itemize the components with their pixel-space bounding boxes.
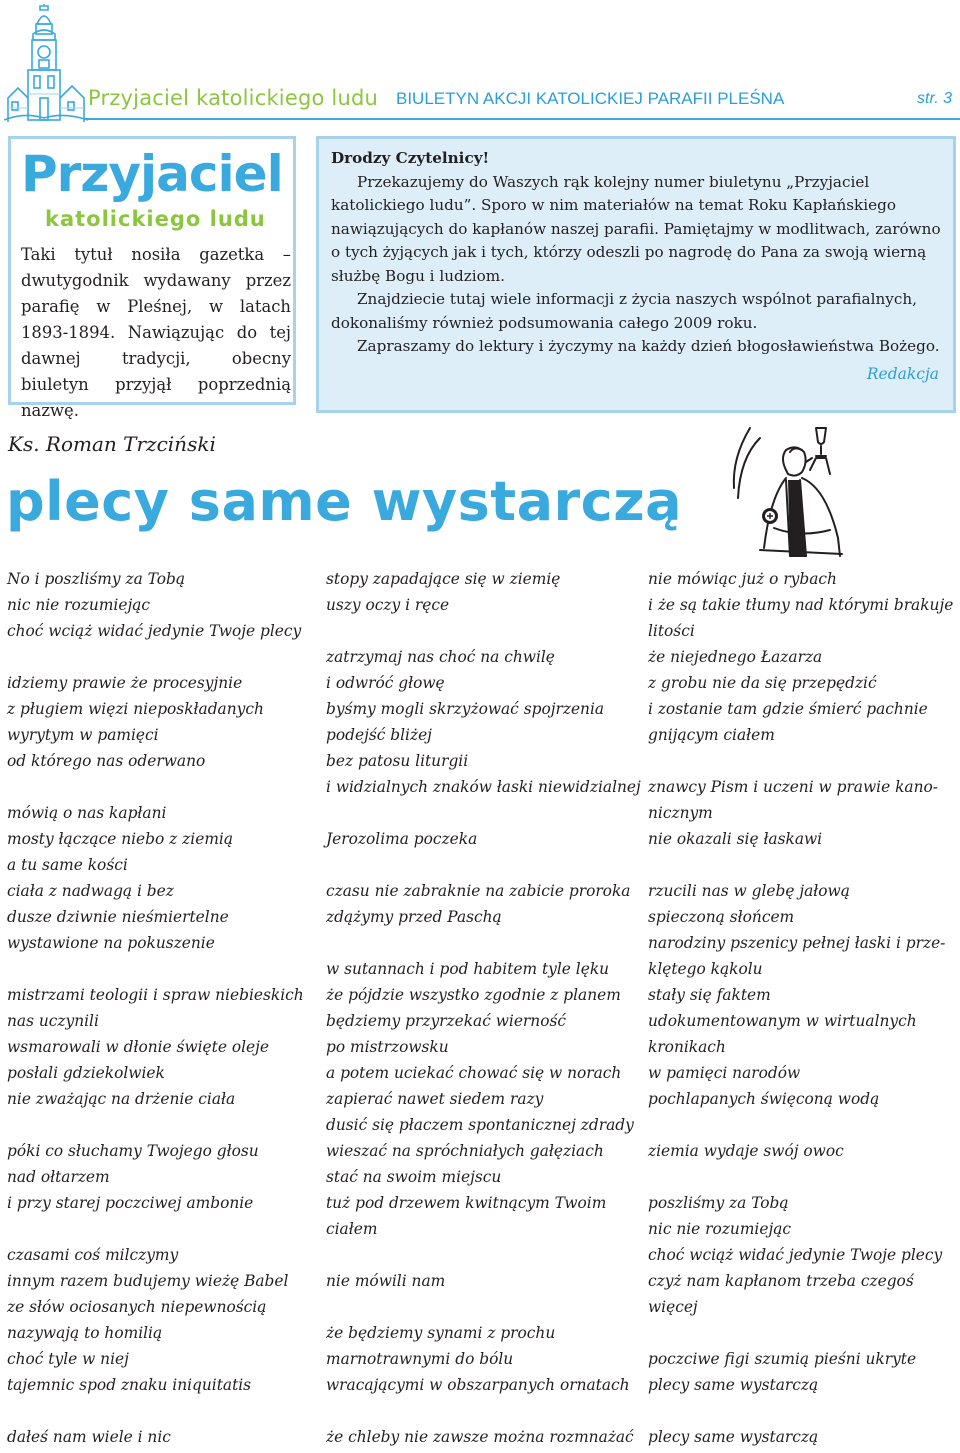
poem-line: zdążymy przed Paschą [326,908,502,926]
poem-column-3 [648,566,954,1450]
poem-column-1 [7,566,307,1450]
poem-line: czasami coś milczymy [7,1246,179,1264]
poem-line: że niejednego Łazarza [648,648,823,666]
poem-line: posłali gdziekolwiek [7,1064,165,1082]
poem-line: choć tyle w niej [7,1350,129,1368]
poem-line: i przy starej poczciwej ambonie [7,1194,254,1212]
poem-line: dusić się płaczem spontanicznej zdrady [326,1116,634,1134]
masthead-info-box [8,136,296,420]
poem-line: rzucili nas w glebę jałową [648,882,850,900]
poem-line: litości [648,622,695,640]
poem-line: choć wciąż widać jedynie Twoje plecy [7,622,302,640]
poem-line: ziemia wydaje swój owoc [648,1142,844,1160]
poem-line: udokumentowanym w wirtualnych [648,1012,917,1030]
poem-line: No i poszliśmy za Tobą [7,570,186,588]
poem-line: że chleby nie zawsze można rozmnażać [326,1428,634,1446]
stanza-break [326,1294,636,1320]
poem-line: stopy zapadające się w ziemię [326,570,561,588]
masthead-logo-subtitle: katolickiego ludu [45,207,266,231]
poem-line: nad ołtarzem [7,1168,110,1186]
article-title: plecy same wystarczą [6,470,683,533]
stanza-break [648,1320,948,1346]
poem-line: że pójdzie wszystko zgodnie z planem [326,986,621,1004]
poem-line: w pamięci narodów [648,1064,801,1082]
stanza-break [7,1216,307,1242]
poem-line: klętego kąkolu [648,960,763,978]
stanza-break [648,748,948,774]
poem-line: kronikach [648,1038,726,1056]
poem-line: plecy same wystarczą [648,1428,819,1446]
stanza-break [7,774,307,800]
poem-line: podejść bliżej [326,726,432,744]
stanza-break [7,644,307,670]
poem-line: że będziemy synami z prochu [326,1324,556,1342]
poem-line: a potem uciekać chować się w norach [326,1064,622,1082]
poem-line: i odwróć głowę [326,674,445,692]
poem-line: poszliśmy za Tobą [648,1194,789,1212]
stanza-break [7,956,307,982]
masthead-description: Taki tytuł nosiła gazetka – dwutygodnik wydawany przez parafię w Pleśnej, w latach 1893-1894. Nawiązując do tej dawnej tradycji, obecny biuletyn przyjął poprzednią nazwę. [21,245,291,420]
church-tower-icon [4,4,88,122]
page-number: str. 3 [917,90,952,107]
stanza-break [326,852,636,878]
priest-with-chalice-icon [730,418,868,560]
stanza-break [326,800,636,826]
poem-line: nic nie rozumiejąc [7,596,151,614]
editorial-paragraph: Przekazujemy do Waszych rąk kolejny numer biuletynu „Przyjaciel katolickiego ludu”. Sporo w nim materiałów na temat Roku Kapłańskiego nawiązujących do kapłanów naszej parafii. Pamiętajmy w modlitwach, zarówno o tych żyjących jak i tych, którzy odeszli po nagrodę do Pana za swoją wierną służbę Bogu i ludziom. [331,172,941,285]
poem-line: wyrytym w pamięci [7,726,159,744]
poem-line: bez patosu liturgii [326,752,469,770]
poem-line: nic nie rozumiejąc [648,1220,792,1238]
newsletter-title: Przyjaciel katolickiego ludu [88,86,379,110]
poem-line: wystawione na pokuszenie [7,934,215,952]
poem-line: mistrzami teologii i spraw niebieskich [7,986,304,1004]
poem-line: zapierać nawet siedem razy [326,1090,544,1108]
poem-line: więcej [648,1298,698,1316]
newsletter-subtitle: BIULETYN AKCJI KATOLICKIEJ PARAFII PLEŚNA [396,89,785,108]
page-header [0,0,960,125]
poem-line: spieczoną słońcem [648,908,795,926]
editorial-signature: Redakcja [866,365,939,383]
stanza-break [326,1242,636,1268]
poem-line: nas uczynili [7,1012,99,1030]
poem-line: tajemnic spod znaku iniquitatis [7,1376,252,1394]
poem-line: ciała z nadwagą i bez [7,882,174,900]
poem-line: mówią o nas kapłani [7,804,167,822]
poem-line: tuż pod drzewem kwitnącym Twoim [326,1194,607,1212]
poem-line: i zostanie tam gdzie śmierć pachnie [648,700,928,718]
poem-line: wieszać na spróchniałych gałęziach [326,1142,604,1160]
poem-line: poczciwe figi szumią pieśni ukryte [648,1350,917,1368]
poem-line: znawcy Pism i uczeni w prawie kano- [648,778,938,796]
stanza-break [648,1164,948,1190]
poem-line: stały się faktem [648,986,771,1004]
poem-column-2 [326,566,641,1450]
poem-line: czasu nie zabraknie na zabicie proroka [326,882,631,900]
poem-line: uszy oczy i ręce [326,596,450,614]
poem-line: nie okazali się łaskawi [648,830,823,848]
poem-line: nazywają to homilią [7,1324,163,1342]
poem-line: dusze dziwnie nieśmiertelne [7,908,229,926]
poem-line: marnotrawnymi do bólu [326,1350,514,1368]
stanza-break [326,618,636,644]
poem-line: narodziny pszenicy pełnej łaski i prze- [648,934,946,952]
poem-line: nie mówili nam [326,1272,446,1290]
editorial-greeting: Drodzy Czytelnicy! [331,149,490,167]
poem-line: wracającymi w obszarpanych ornatach [326,1376,630,1394]
poem-line: Jerozolima poczeka [326,830,478,848]
poem-line: wsmarowali w dłonie święte oleje [7,1038,270,1056]
poem-line: po mistrzowsku [326,1038,449,1056]
masthead-logo: Przyjaciel [21,145,283,203]
poem-line: ciałem [326,1220,378,1238]
poem-line: będziemy przyrzekać wierność [326,1012,566,1030]
stanza-break [648,1398,948,1424]
stanza-break [648,1112,948,1138]
poem-line: zatrzymaj nas choć na chwilę [326,648,555,666]
editorial-text [331,147,943,359]
poem-line: choć wciąż widać jedynie Twoje plecy [648,1246,943,1264]
poem-line: stać na swoim miejscu [326,1168,502,1186]
editorial-paragraph: Zapraszamy do lektury i życzymy na każdy dzień błogosławieństwa Bożego. [357,337,940,355]
poem-line: dałeś nam wiele i nic [7,1428,171,1446]
header-rule [84,118,960,120]
article-author: Ks. Roman Trzciński [8,432,216,456]
poem-line: pochlapanych święconą wodą [648,1090,880,1108]
poem-line: nicznym [648,804,713,822]
poem-line: i że są takie tłumy nad którymi brakuje [648,596,954,614]
poem-line: w sutannach i pod habitem tyle lęku [326,960,610,978]
poem-line: ze słów ociosanych niepewnością [7,1298,267,1316]
poem-line: z pługiem więzi nieposkładanych [7,700,264,718]
stanza-break [326,930,636,956]
poem-line: mosty łączące niebo z ziemią [7,830,234,848]
poem-line: plecy same wystarczą [648,1376,819,1394]
poem-line: i widzialnych znaków łaski niewidzialnej [326,778,641,796]
poem-line: gnijącym ciałem [648,726,775,744]
poem-line: póki co słuchamy Twojego głosu [7,1142,259,1160]
poem-line: nie zważając na drżenie ciała [7,1090,236,1108]
poem-line: idziemy prawie że procesyjnie [7,674,243,692]
poem-line: od którego nas oderwano [7,752,206,770]
poem-line: czyż nam kapłanom trzeba czegoś [648,1272,914,1290]
stanza-break [7,1112,307,1138]
poem-line: a tu same kości [7,856,128,874]
poem-line: byśmy mogli skrzyżować spojrzenia [326,700,605,718]
stanza-break [7,1398,307,1424]
poem-line: nie mówiąc już o rybach [648,570,837,588]
stanza-break [648,852,948,878]
poem-line: z grobu nie da się przepędzić [648,674,877,692]
editorial-box [316,136,956,413]
stanza-break [326,1398,636,1424]
editorial-paragraph: Znajdziecie tutaj wiele informacji z życia naszych wspólnot parafialnych, dokonaliśmy również podsumowania całego 2009 roku. [331,290,917,332]
poem-line: innym razem budujemy wieżę Babel [7,1272,289,1290]
